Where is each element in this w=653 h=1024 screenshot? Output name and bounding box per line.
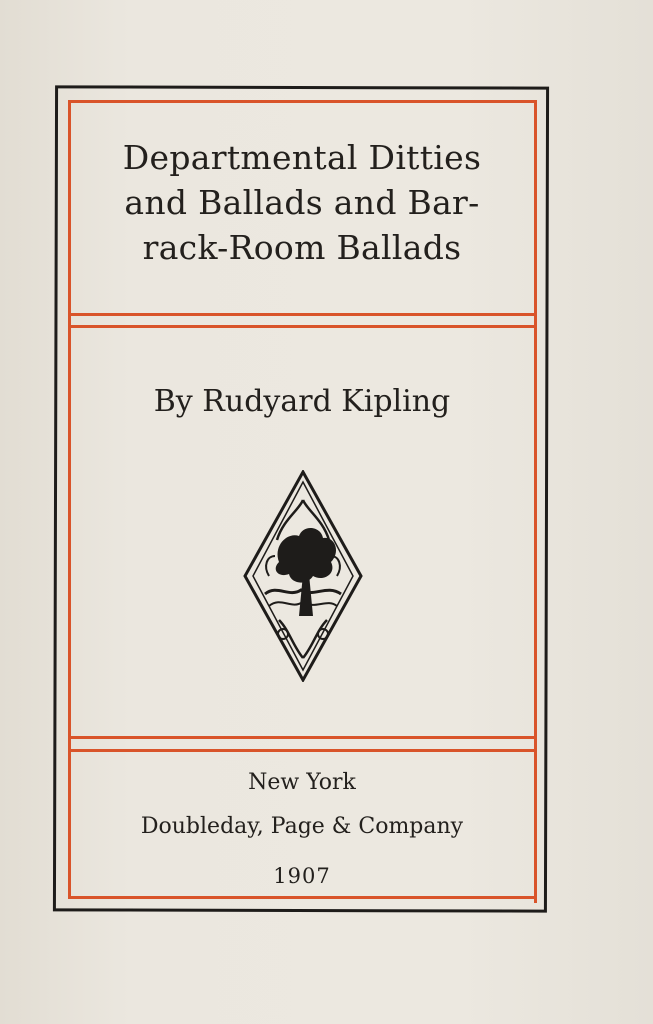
red-rule-top — [68, 100, 537, 103]
title-line-1: Departmental Ditties — [122, 138, 482, 177]
imprint-city: New York — [248, 770, 356, 795]
red-rule-right — [534, 103, 537, 903]
imprint-year: 1907 — [273, 864, 331, 888]
diamond-printer-device-icon — [243, 470, 363, 682]
title-line-3: rack-Room Ballads — [142, 228, 462, 267]
imprint-publisher: Doubleday, Page & Company — [140, 814, 464, 839]
red-rule-title-divider-2 — [68, 325, 537, 328]
red-rule-bottom — [68, 896, 537, 899]
author-line: By Rudyard Kipling — [153, 384, 451, 419]
red-rule-imprint-divider-2 — [68, 749, 537, 752]
red-rule-imprint-divider-1 — [68, 736, 537, 739]
book-title — [72, 135, 532, 270]
title-line-2: and Ballads and Bar- — [124, 183, 480, 222]
red-rule-title-divider-1 — [68, 313, 537, 316]
